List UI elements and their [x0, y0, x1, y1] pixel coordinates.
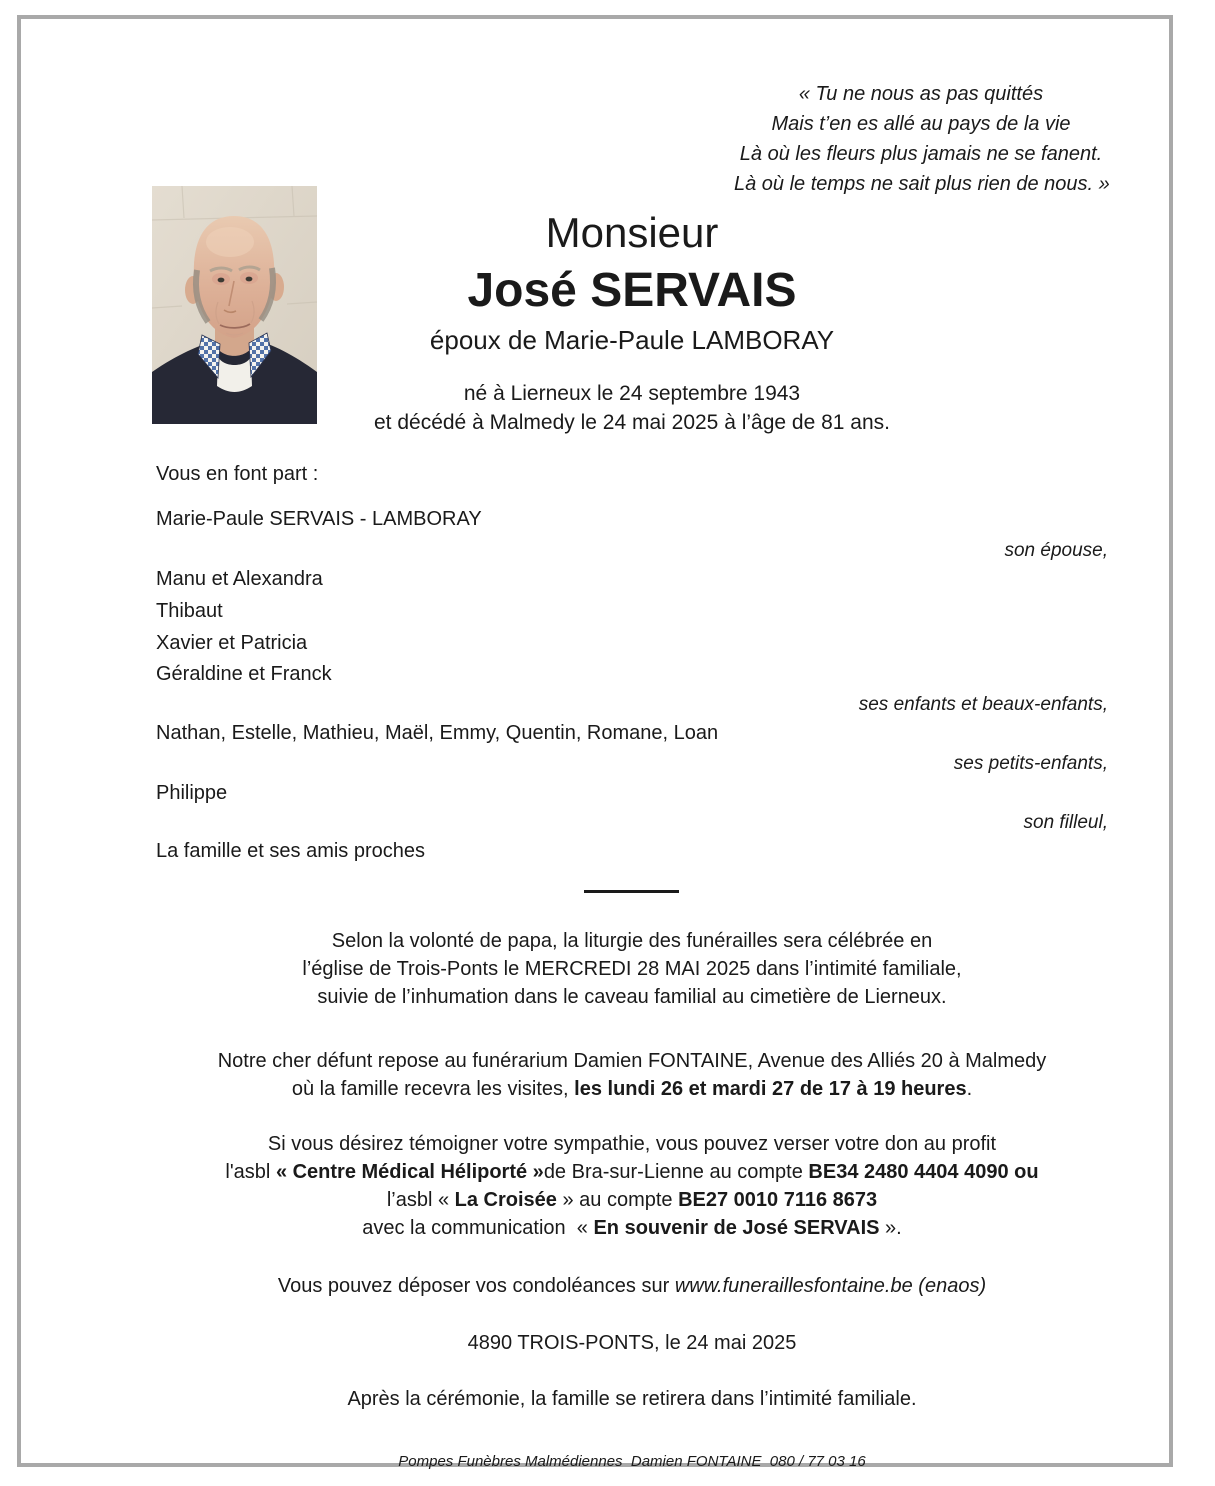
opening-quote [734, 79, 1108, 199]
donation-communication-text: En souvenir de José SERVAIS [593, 1217, 880, 1239]
ceremony-line-2: l’église de Trois-Ponts le MERCREDI 28 MAI 2025 dans l’intimité familiale, [302, 958, 962, 980]
repose-line-2 [156, 1075, 1108, 1103]
donation-communication-suffix: ». [879, 1217, 902, 1239]
repose-visits-prefix: où la famille recevra les visites, [291, 1078, 575, 1100]
quote-line-4: Là où le temps ne sait plus rien de nous. » [734, 173, 1110, 195]
birth-line: né à Lierneux le 24 septembre 1943 [463, 382, 801, 405]
donation-account-1: BE34 2480 4404 4090 ou [808, 1161, 1039, 1183]
godson-name: Philippe [156, 782, 228, 804]
quote-line-1: « Tu ne nous as pas quittés [798, 83, 1044, 105]
document-content [156, 19, 1110, 1470]
donation-asbl2-name: La Croisée [454, 1189, 557, 1211]
donation-paragraph [156, 1130, 1108, 1242]
relation-children: ses enfants et beaux-enfants, [858, 694, 1108, 715]
donation-line-2 [156, 1158, 1108, 1186]
family-friends-line: La famille et ses amis proches [156, 840, 426, 862]
donation-asbl2-middle: » au compte [556, 1189, 679, 1211]
city-date-block [156, 1329, 1108, 1357]
deceased-name: José SERVAIS [467, 264, 797, 317]
child-name-2: Thibaut [156, 600, 223, 622]
repose-line-1: Notre cher défunt repose au funérarium Damien FONTAINE, Avenue des Alliés 20 à Malmedy [217, 1050, 1047, 1072]
page-frame [17, 15, 1173, 1470]
donation-line-1: Si vous désirez témoigner votre sympathie, vous pouvez verser votre don au profit [267, 1133, 997, 1155]
relation-spouse: son épouse, [1004, 540, 1108, 561]
donation-asbl1-middle: de Bra-sur-Lienne au compte [543, 1161, 809, 1183]
relation-godson: son filleul, [1023, 812, 1108, 833]
closing-block [156, 1385, 1108, 1413]
ceremony-line-1: Selon la volonté de papa, la liturgie des funérailles sera célébrée en [331, 930, 933, 952]
grandchildren-names: Nathan, Estelle, Mathieu, Maël, Emmy, Quentin, Romane, Loan [156, 722, 719, 744]
donation-line-4 [156, 1214, 1108, 1242]
death-line: et décédé à Malmedy le 24 mai 2025 à l’âge de 81 ans. [373, 411, 890, 434]
quote-line-2: Mais t’en es allé au pays de la vie [771, 113, 1071, 135]
donation-asbl1-name: « Centre Médical Héliporté » [275, 1161, 544, 1183]
spouse-name: Marie-Paule SERVAIS - LAMBORAY [156, 508, 482, 530]
condolences-paragraph [156, 1272, 1108, 1300]
donation-line-3 [156, 1186, 1108, 1214]
repose-paragraph [156, 1047, 1108, 1103]
spouse-line: époux de Marie-Paule LAMBORAY [429, 325, 835, 355]
announcement-intro: Vous en font part : [156, 463, 319, 485]
repose-visits-hours: les lundi 26 et mardi 27 de 17 à 19 heures [574, 1078, 967, 1100]
city-date-line: 4890 TROIS-PONTS, le 24 mai 2025 [467, 1332, 797, 1354]
donation-account-2: BE27 0010 7116 8673 [678, 1189, 878, 1211]
ceremony-paragraph [156, 927, 1108, 1011]
section-divider [584, 890, 679, 893]
child-name-3: Xavier et Patricia [156, 632, 308, 654]
donation-communication-prefix: avec la communication « [362, 1217, 594, 1239]
donation-asbl1-prefix: l'asbl [225, 1161, 276, 1183]
condolences-line [156, 1272, 1108, 1300]
donation-asbl2-prefix: l’asbl « [386, 1189, 455, 1211]
repose-visits-suffix: . [966, 1078, 973, 1100]
ceremony-line-3: suivie de l’inhumation dans le caveau familial au cimetière de Lierneux. [317, 986, 947, 1008]
funeral-home-footer: Pompes Funèbres Malmédiennes Damien FONTAINE 080 / 77 03 16 [398, 1453, 866, 1470]
civility-title: Monsieur [545, 209, 719, 256]
closing-line: Après la cérémonie, la famille se retirera dans l’intimité familiale. [347, 1388, 917, 1410]
child-name-1: Manu et Alexandra [156, 568, 323, 590]
quote-line-3: Là où les fleurs plus jamais ne se fanent. [739, 143, 1103, 165]
relation-grandchildren: ses petits-enfants, [953, 753, 1108, 774]
condolences-prefix: Vous pouvez déposer vos condoléances sur [277, 1275, 675, 1297]
condolences-website: www.funeraillesfontaine.be (enaos) [674, 1275, 987, 1297]
birth-death-lines [156, 379, 1108, 437]
child-name-4: Géraldine et Franck [156, 663, 332, 685]
